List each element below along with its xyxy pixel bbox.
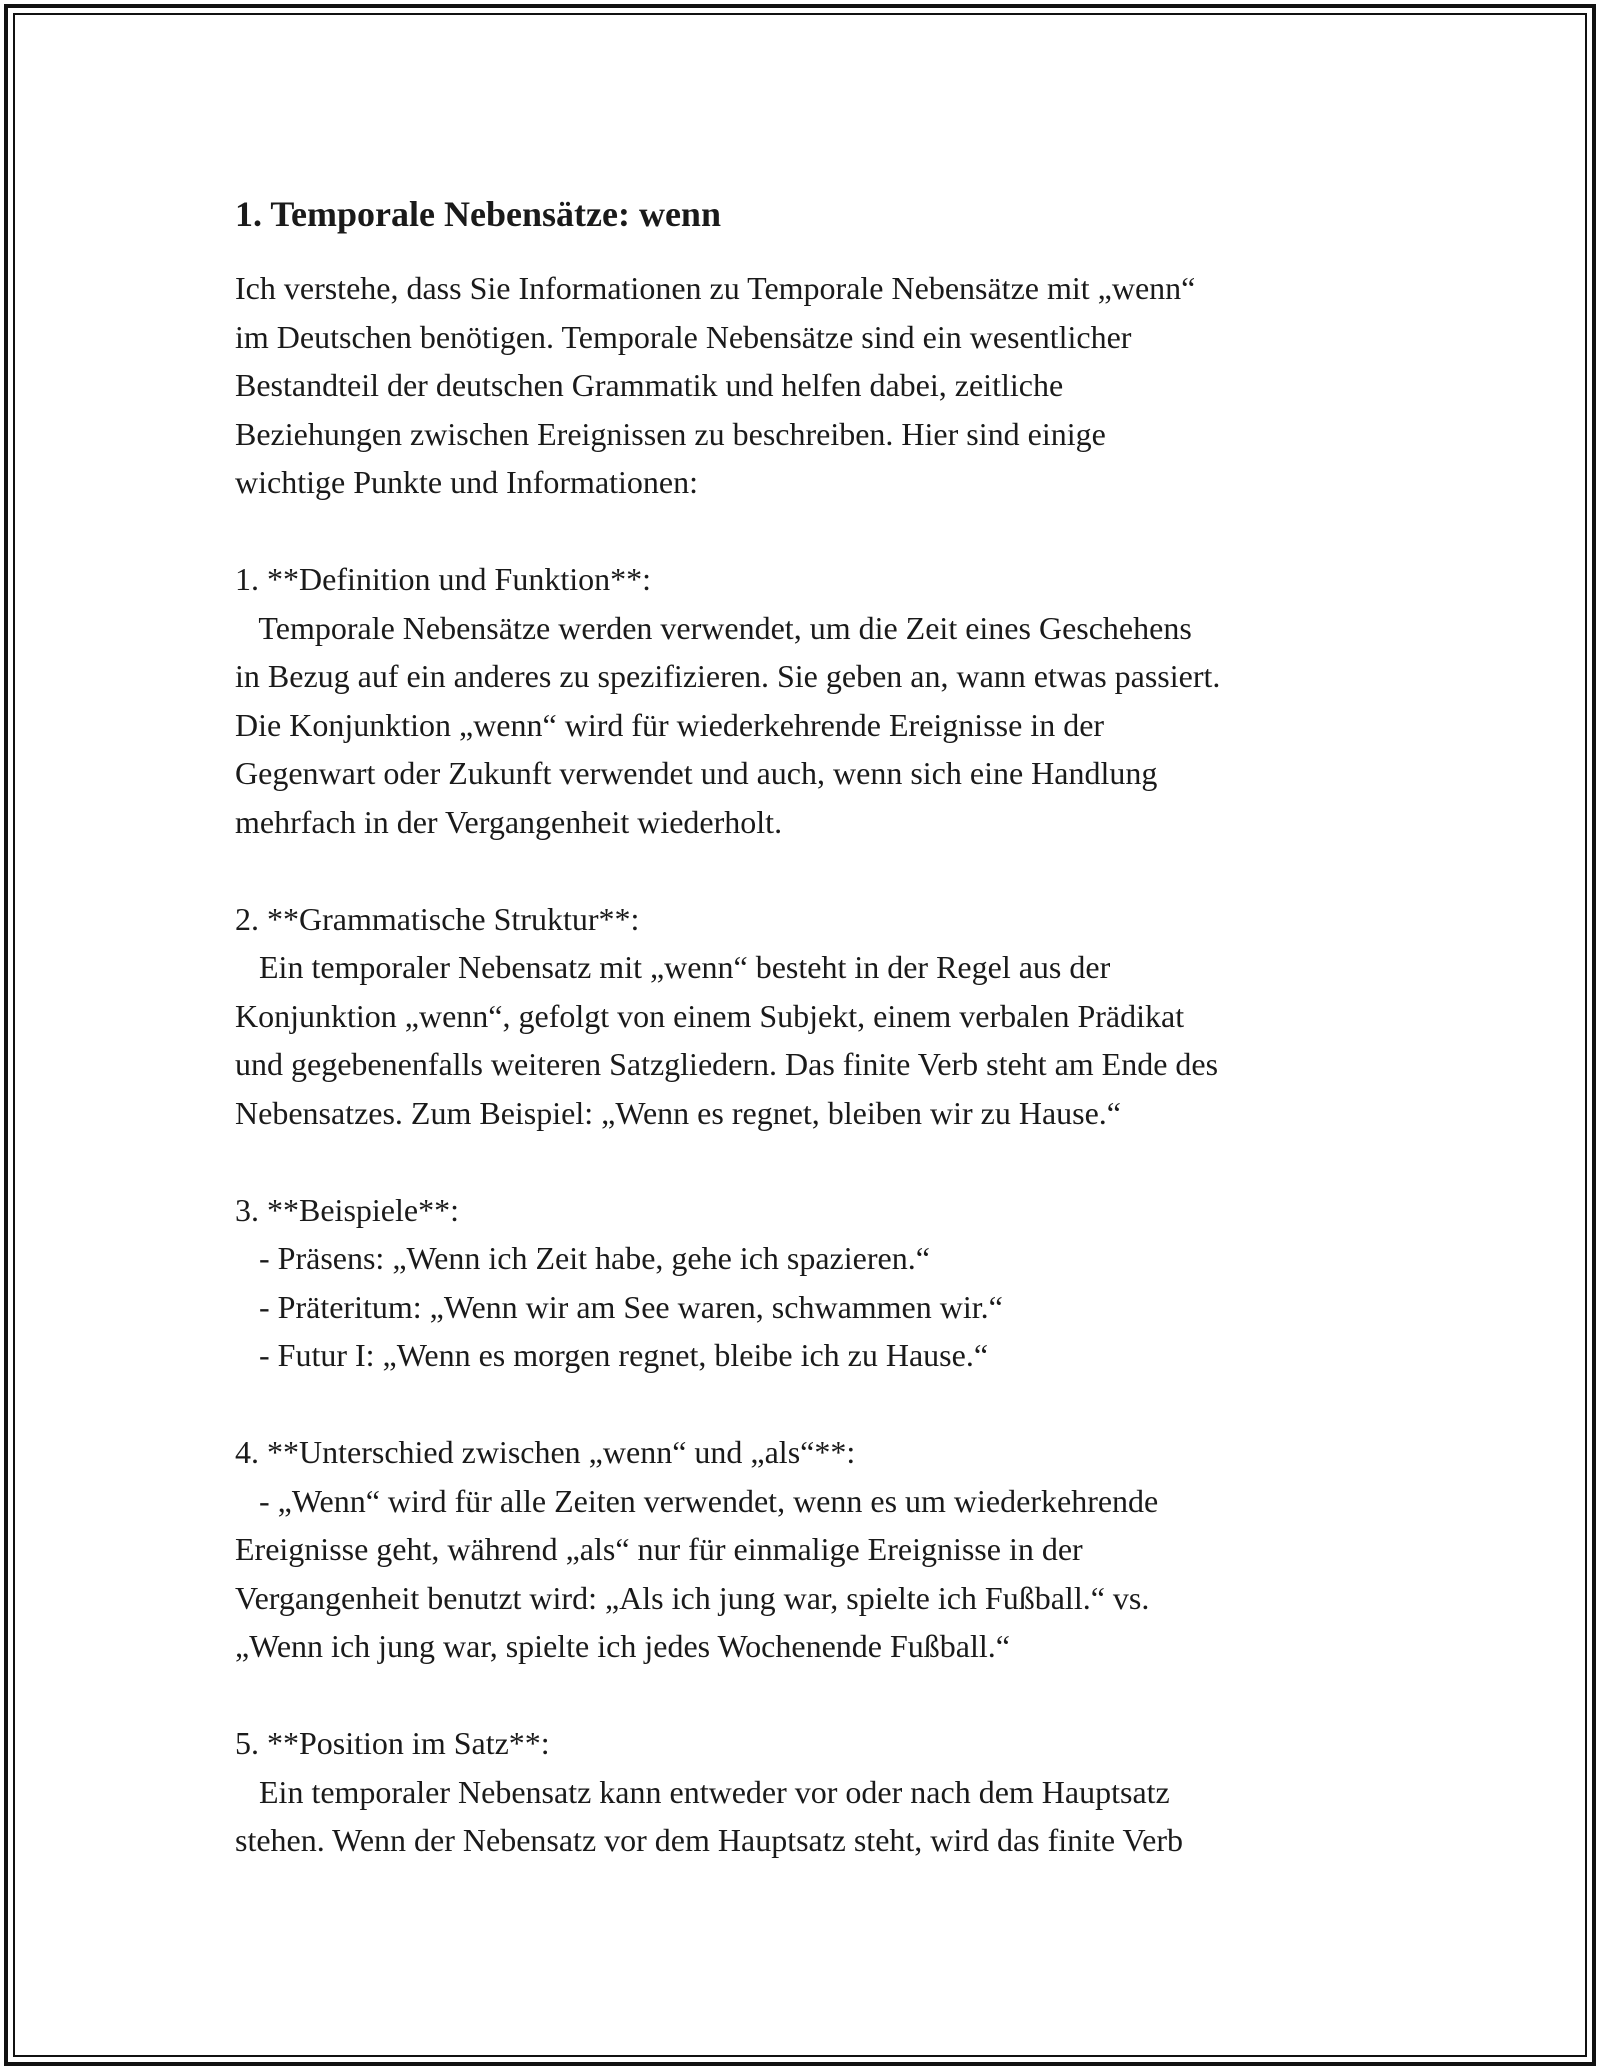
- section-heading: 5. **Position im Satz**:: [235, 1725, 550, 1761]
- text-line: Ein temporaler Nebensatz mit „wenn“ besteht in der Regel aus der: [235, 949, 1111, 985]
- list-item: - Präteritum: „Wenn wir am See waren, schwammen wir.“: [235, 1288, 1003, 1325]
- text-line: und gegebenenfalls weiteren Satzgliedern. Das finite Verb steht am Ende des: [235, 1046, 1219, 1082]
- text-line: Nebensatzes. Zum Beispiel: „Wenn es regnet, bleiben wir zu Hause.“: [235, 1094, 1121, 1131]
- text-line: Gegenwart oder Zukunft verwendet und auch, wenn sich eine Handlung: [235, 755, 1158, 791]
- section-structure: [235, 895, 1385, 1186]
- blank-line: [235, 1671, 1385, 1720]
- section-definition: [235, 555, 1385, 895]
- intro-paragraph: [235, 264, 1385, 555]
- blank-line: [235, 1137, 1385, 1186]
- text-line: im Deutschen benötigen. Temporale Nebensätze sind ein wesentlicher: [235, 318, 1132, 355]
- text-line: Ein temporaler Nebensatz kann entweder vor oder nach dem Hauptsatz: [235, 1773, 1170, 1810]
- text-line: mehrfach in der Vergangenheit wiederholt.: [235, 803, 783, 840]
- text-line: „Wenn ich jung war, spielte ich jedes Wochenende Fußball.“: [235, 1628, 1010, 1664]
- text-line: Vergangenheit benutzt wird: „Als ich jung war, spielte ich Fußball.“ vs.: [235, 1579, 1150, 1616]
- text-line: stehen. Wenn der Nebensatz vor dem Hauptsatz steht, wird das finite Verb: [235, 1822, 1183, 1858]
- section-heading: 2. **Grammatische Struktur**:: [235, 900, 640, 937]
- page-title: 1. Temporale Nebensätze: wenn: [235, 194, 721, 234]
- text-line: Ereignisse geht, während „als“ nur für einmalige Ereignisse in der: [235, 1531, 1083, 1567]
- blank-line: [235, 1380, 1385, 1429]
- section-heading: 3. **Beispiele**:: [235, 1191, 459, 1228]
- section-examples: [235, 1186, 1385, 1429]
- text-line: Konjunktion „wenn“, gefolgt von einem Subjekt, einem verbalen Prädikat: [235, 997, 1185, 1034]
- text-line: wichtige Punkte und Informationen:: [235, 464, 699, 500]
- text-line: Bestandteil der deutschen Grammatik und helfen dabei, zeitliche: [235, 367, 1064, 403]
- section-position: [235, 1719, 1385, 1865]
- blank-line: [235, 846, 1385, 895]
- text-line: Beziehungen zwischen Ereignissen zu beschreiben. Hier sind einige: [235, 415, 1106, 452]
- text-line: Die Konjunktion „wenn“ wird für wiederkehrende Ereignisse in der: [235, 706, 1105, 743]
- list-item: - Futur I: „Wenn es morgen regnet, bleibe ich zu Hause.“: [235, 1337, 989, 1373]
- document-body: [235, 186, 1385, 1865]
- text-line: - „Wenn“ wird für alle Zeiten verwendet, wenn es um wiederkehrende: [235, 1482, 1159, 1519]
- text-line: Temporale Nebensätze werden verwendet, um die Zeit eines Geschehens: [235, 609, 1192, 646]
- section-heading: 1. **Definition und Funktion**:: [235, 561, 651, 597]
- section-difference: [235, 1428, 1385, 1719]
- text-line: Ich verstehe, dass Sie Informationen zu Temporale Nebensätze mit „wenn“: [235, 270, 1196, 306]
- text-line: in Bezug auf ein anderes zu spezifizieren. Sie geben an, wann etwas passiert.: [235, 658, 1221, 694]
- blank-line: [235, 507, 1385, 556]
- list-item: - Präsens: „Wenn ich Zeit habe, gehe ich spazieren.“: [235, 1240, 930, 1276]
- section-heading: 4. **Unterschied zwischen „wenn“ und „als“**:: [235, 1434, 856, 1470]
